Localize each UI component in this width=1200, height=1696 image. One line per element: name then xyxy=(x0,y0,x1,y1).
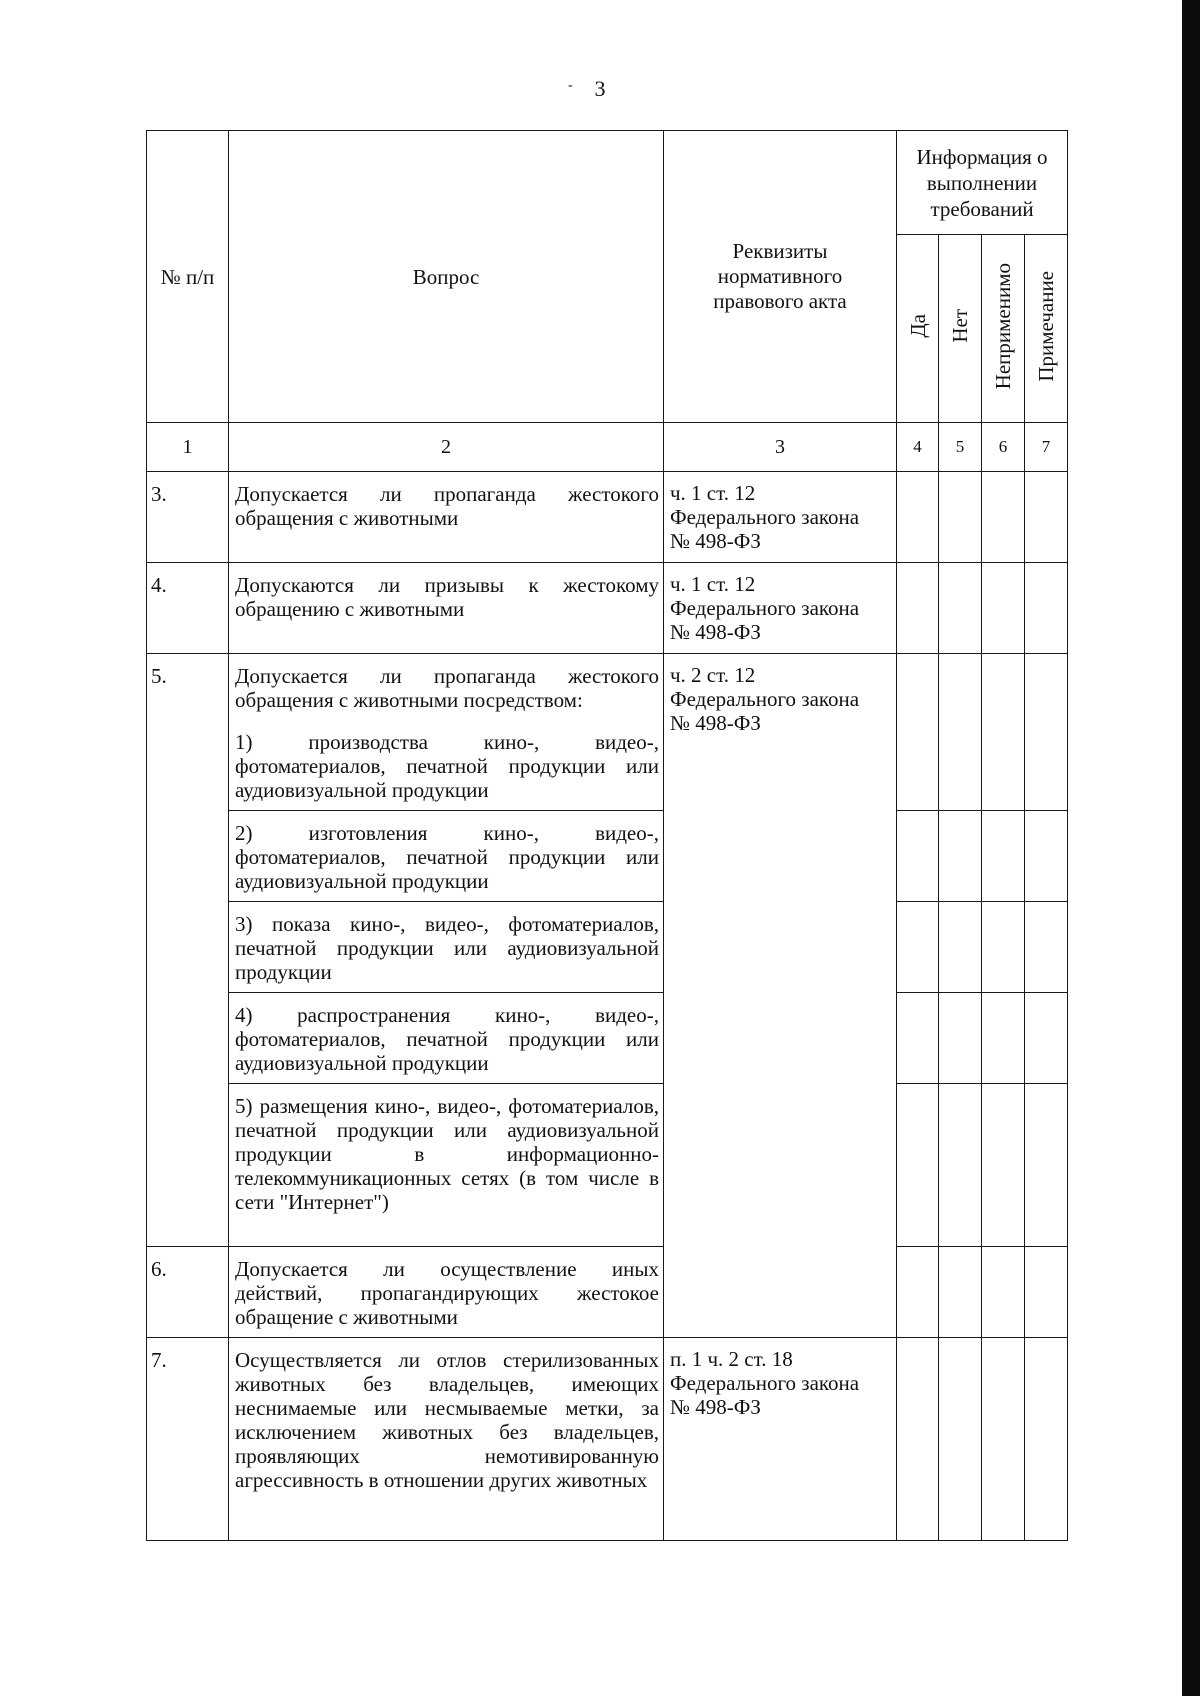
ref-line: п. 1 ч. 2 ст. 18 xyxy=(670,1347,793,1371)
row-number: 6. xyxy=(147,1247,229,1338)
scan-edge xyxy=(1182,0,1200,1696)
answer-note-cell[interactable] xyxy=(1025,1247,1068,1338)
header-info-text: Информация о выполнении требований xyxy=(916,144,1048,221)
answer-note-cell[interactable] xyxy=(1025,993,1068,1084)
header-info xyxy=(897,131,1068,235)
header-no-text: Нет xyxy=(948,309,972,343)
ref-line: № 498-ФЗ xyxy=(670,711,761,735)
row-question xyxy=(229,654,664,811)
table-row xyxy=(147,902,1068,993)
column-number: 1 xyxy=(147,423,229,472)
row-question-item: 3) показа кино-, видео-, фотоматериалов, печатной продукции или аудиовизуальной продукции xyxy=(229,902,664,993)
header-ref-text: Реквизиты нормативного правового акта xyxy=(713,239,847,313)
answer-note-cell[interactable] xyxy=(1025,654,1068,811)
header-note xyxy=(1025,235,1068,423)
header-yes xyxy=(897,235,939,423)
answer-yes-cell[interactable] xyxy=(897,1338,939,1541)
answer-no-cell[interactable] xyxy=(939,902,982,993)
row-question-item: 4) распространения кино-, видео-, фотоматериалов, печатной продукции или аудиовизуальной продукции xyxy=(229,993,664,1084)
answer-na-cell[interactable] xyxy=(982,1084,1025,1247)
column-number: 2 xyxy=(229,423,664,472)
answer-na-cell[interactable] xyxy=(982,654,1025,811)
header-question: Вопрос xyxy=(229,131,664,423)
page-number-value: 3 xyxy=(594,76,606,101)
answer-yes-cell[interactable] xyxy=(897,1247,939,1338)
row-reference xyxy=(664,654,897,1338)
answer-na-cell[interactable] xyxy=(982,563,1025,654)
column-number: 6 xyxy=(982,423,1025,472)
row-number: 5. xyxy=(147,654,229,1247)
ref-line: ч. 1 ст. 12 xyxy=(670,572,756,596)
column-number-row xyxy=(147,423,1068,472)
header-na-text: Неприменимо xyxy=(991,262,1015,390)
ref-line: Федерального закона xyxy=(670,687,860,711)
answer-na-cell[interactable] xyxy=(982,811,1025,902)
answer-na-cell[interactable] xyxy=(982,902,1025,993)
ref-line: № 498-ФЗ xyxy=(670,529,761,553)
answer-no-cell[interactable] xyxy=(939,1084,982,1247)
table-row xyxy=(147,993,1068,1084)
ref-line: № 498-ФЗ xyxy=(670,1395,761,1419)
column-number: 4 xyxy=(897,423,939,472)
ref-line: ч. 1 ст. 12 xyxy=(670,481,756,505)
row-reference xyxy=(664,1338,897,1541)
answer-na-cell[interactable] xyxy=(982,993,1025,1084)
row-question: Допускается ли пропаганда жестокого обращения с животными xyxy=(229,472,664,563)
row-question: Осуществляется ли отлов стерилизованных животных без владельцев, имеющих неснимаемые или несмываемые метки, за исключением животных без владельцев, проявляющих немотивированную агрессивность в отношении других животных xyxy=(229,1338,664,1541)
ref-line: Федерального закона xyxy=(670,1371,860,1395)
header-row xyxy=(147,131,1068,235)
answer-na-cell[interactable] xyxy=(982,472,1025,563)
ref-line: № 498-ФЗ xyxy=(670,620,761,644)
answer-yes-cell[interactable] xyxy=(897,993,939,1084)
answer-note-cell[interactable] xyxy=(1025,1084,1068,1247)
page-mark: - xyxy=(568,78,573,93)
checklist-table xyxy=(146,130,1068,1541)
header-note-text: Примечание xyxy=(1034,270,1059,382)
answer-note-cell[interactable] xyxy=(1025,1338,1068,1541)
answer-na-cell[interactable] xyxy=(982,1247,1025,1338)
table-row xyxy=(147,1084,1068,1247)
table-row xyxy=(147,472,1068,563)
answer-no-cell[interactable] xyxy=(939,1247,982,1338)
row-question-intro: Допускается ли пропаганда жестокого обращения с животными посредством: xyxy=(235,664,659,712)
row-number: 3. xyxy=(147,472,229,563)
table-row xyxy=(147,1247,1068,1338)
header-no xyxy=(939,235,982,423)
row-question-item: 1) производства кино-, видео-, фотоматериалов, печатной продукции или аудиовизуальной продукции xyxy=(235,730,659,802)
row-number: 4. xyxy=(147,563,229,654)
answer-na-cell[interactable] xyxy=(982,1338,1025,1541)
column-number: 3 xyxy=(664,423,897,472)
row-reference xyxy=(664,472,897,563)
row-reference xyxy=(664,563,897,654)
header-yes-text: Да xyxy=(905,314,930,338)
answer-yes-cell[interactable] xyxy=(897,654,939,811)
row-question-item: 2) изготовления кино-, видео-, фотоматериалов, печатной продукции или аудиовизуальной продукции xyxy=(229,811,664,902)
answer-yes-cell[interactable] xyxy=(897,811,939,902)
row-question-item: 5) размещения кино-, видео-, фотоматериалов, печатной продукции или аудиовизуальной продукции в информационно-телекоммуникационных сетях (в том числе в сети "Интернет") xyxy=(229,1084,664,1247)
row-question: Допускаются ли призывы к жестокому обращению с животными xyxy=(229,563,664,654)
table-row xyxy=(147,654,1068,811)
column-number: 5 xyxy=(939,423,982,472)
answer-no-cell[interactable] xyxy=(939,472,982,563)
answer-yes-cell[interactable] xyxy=(897,902,939,993)
answer-yes-cell[interactable] xyxy=(897,1084,939,1247)
answer-note-cell[interactable] xyxy=(1025,563,1068,654)
column-number: 7 xyxy=(1025,423,1068,472)
header-ref xyxy=(664,131,897,423)
answer-yes-cell[interactable] xyxy=(897,563,939,654)
answer-no-cell[interactable] xyxy=(939,654,982,811)
answer-no-cell[interactable] xyxy=(939,563,982,654)
answer-note-cell[interactable] xyxy=(1025,472,1068,563)
table-row xyxy=(147,563,1068,654)
table-row xyxy=(147,1338,1068,1541)
row-question: Допускается ли осуществление иных действий, пропагандирующих жестокое обращение с животными xyxy=(229,1247,664,1338)
row-number: 7. xyxy=(147,1338,229,1541)
page-number xyxy=(0,76,1200,102)
table-row xyxy=(147,811,1068,902)
answer-no-cell[interactable] xyxy=(939,993,982,1084)
answer-yes-cell[interactable] xyxy=(897,472,939,563)
answer-note-cell[interactable] xyxy=(1025,902,1068,993)
header-num: № п/п xyxy=(147,131,229,423)
answer-no-cell[interactable] xyxy=(939,1338,982,1541)
answer-note-cell[interactable] xyxy=(1025,811,1068,902)
ref-line: Федерального закона xyxy=(670,505,860,529)
ref-line: Федерального закона xyxy=(670,596,860,620)
header-na xyxy=(982,235,1025,423)
ref-line: ч. 2 ст. 12 xyxy=(670,663,756,687)
answer-no-cell[interactable] xyxy=(939,811,982,902)
